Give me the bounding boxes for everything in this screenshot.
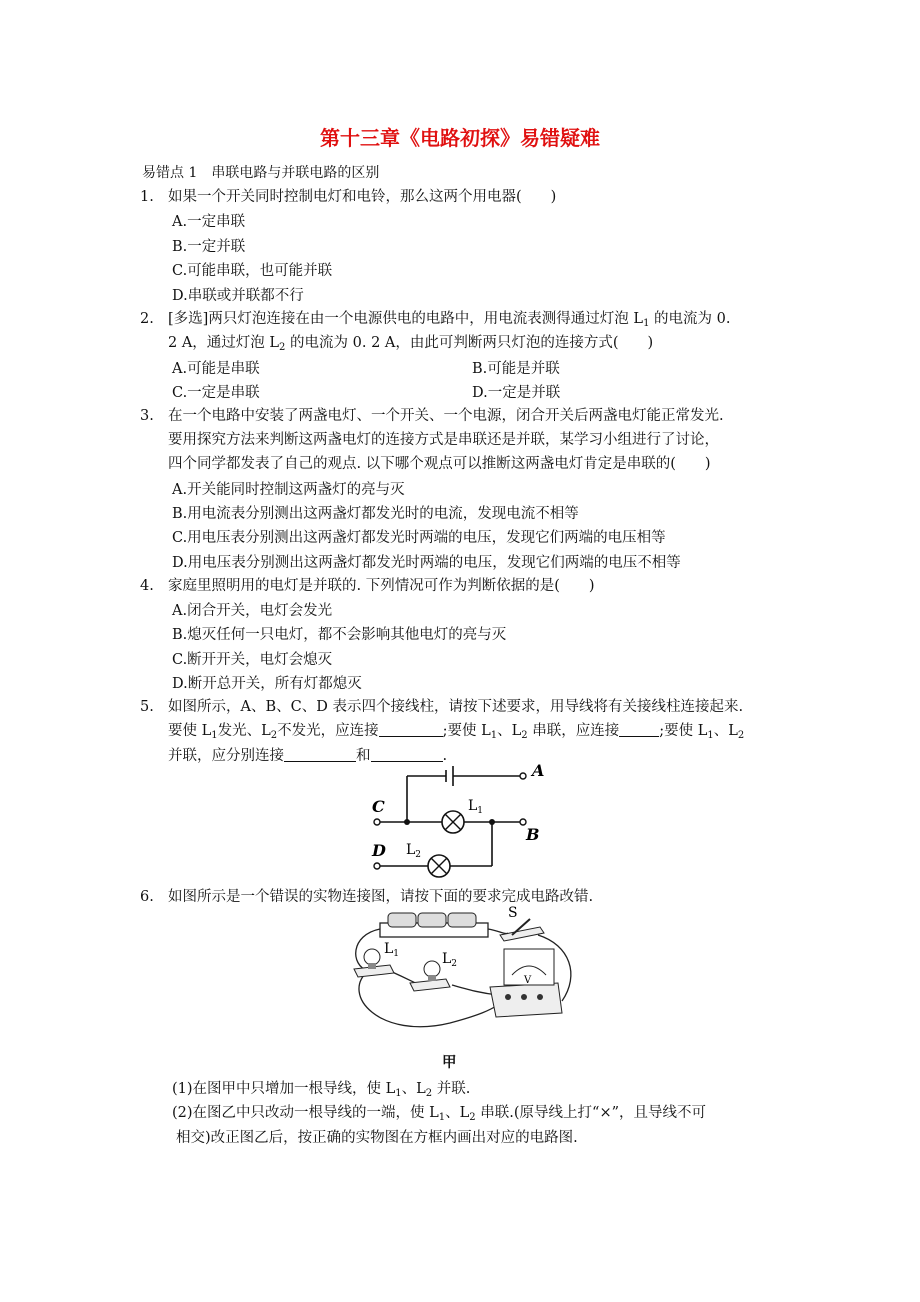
question-number: 5.	[140, 699, 154, 715]
option-b: B.熄灭任何一只电灯，都不会影响其他电灯的亮与灭	[172, 627, 507, 643]
label-b: B	[526, 825, 540, 844]
terminal-a	[520, 773, 526, 779]
terminal-d	[374, 863, 380, 869]
question-number: 1.	[140, 189, 154, 205]
option-c: C.可能串联，也可能并联	[172, 263, 333, 279]
option-a: A.闭合开关，电灯会发光	[172, 603, 333, 619]
switch-icon	[500, 919, 544, 941]
page-title: 第十三章《电路初探》易错疑难	[320, 126, 600, 150]
circuit-diagram	[360, 760, 560, 880]
option-a: A.一定串联	[172, 214, 246, 230]
option-b: B.一定并联	[172, 239, 246, 255]
question-stem-line-3: 并联，应分别连接 和 .	[168, 748, 448, 764]
option-a: A.开关能同时控制这两盏灯的亮与灭	[172, 482, 405, 498]
sub-question-2-line-1: (2)在图乙中只改动一根导线的一端，使 $L_1$、$L_2$ 串联.(原导线上打“×”，且导线不可	[172, 1105, 707, 1123]
sub-question-2-line-2: 相交)改正图乙后，按正确的实物图在方框内画出对应的电路图.	[176, 1130, 578, 1146]
option-c: C.断开开关，电灯会熄灭	[172, 652, 333, 668]
battery-holder-icon	[380, 913, 488, 937]
answer-blank[interactable]	[619, 722, 659, 737]
label-v: V	[524, 975, 532, 986]
label-c: C	[372, 797, 385, 816]
label-d: D	[372, 841, 386, 860]
option-d: D.断开总开关，所有灯都熄灭	[172, 676, 362, 692]
option-d: D.一定是并联	[472, 385, 561, 401]
junction-dot	[404, 819, 410, 825]
option-c: C.一定是串联	[172, 385, 260, 401]
question-stem: 如图所示是一个错误的实物连接图，请按下面的要求完成电路改错.	[168, 889, 594, 905]
question-stem: 家庭里照明用的电灯是并联的. 下列情况可作为判断依据的是( )	[168, 578, 595, 594]
question-number: 2.	[140, 311, 154, 327]
junction-dot	[489, 819, 495, 825]
question-stem-line-1: 如图所示，A、B、C、D 表示四个接线柱，请按下述要求，用导线将有关接线柱连接起来.	[168, 699, 744, 715]
answer-blank[interactable]	[379, 722, 443, 737]
question-stem-line-2: 要使 $L_1$发光、$L_2$不发光，应连接 ;要使 $L_1$、$L_2$ 串联，应连接 ;要使 $L_1$、$L_2$	[168, 723, 745, 741]
question-number: 3.	[140, 408, 154, 424]
figure-caption: 甲	[442, 1054, 457, 1071]
option-a: A.可能是串联	[172, 361, 260, 377]
section-heading: 易错点 1 串联电路与并联电路的区别	[142, 165, 380, 181]
option-d: D.串联或并联都不行	[172, 288, 304, 304]
label-l1: $L_1$	[384, 941, 400, 959]
option-b: B.可能是并联	[472, 361, 560, 377]
question-number: 4.	[140, 578, 154, 594]
terminal-c	[374, 819, 380, 825]
question-stem-line-3: 四个同学都发表了自己的观点. 以下哪个观点可以推断这两盏电灯肯定是串联的( )	[168, 456, 711, 472]
physical-circuit-figure	[340, 905, 590, 1040]
label-l2: $L_2$	[442, 951, 458, 969]
answer-blank[interactable]	[284, 747, 356, 762]
question-stem: 如果一个开关同时控制电灯和电铃，那么这两个用电器( )	[168, 189, 557, 205]
question-stem-line-2: 要用探究方法来判断这两盏电灯的连接方式是串联还是并联，某学习小组进行了讨论，	[168, 432, 719, 448]
option-b: B.用电流表分别测出这两盏灯都发光时的电流，发现电流不相等	[172, 506, 579, 522]
question-stem-line-1: 在一个电路中安装了两盏电灯、一个开关、一个电源，闭合开关后两盏电灯能正常发光.	[168, 408, 724, 424]
sub-question-1: (1)在图甲中只增加一根导线，使 $L_1$、$L_2$ 并联.	[172, 1081, 471, 1099]
question-number: 6.	[140, 889, 154, 905]
label-s: S	[508, 905, 518, 921]
label-l1: $L_1$	[468, 798, 484, 816]
question-stem-line-1: [多选]两只灯泡连接在由一个电源供电的电路中，用电流表测得通过灯泡 $L_1$ 的电流为 0.	[168, 311, 731, 329]
option-c: C.用电压表分别测出这两盏灯都发光时两端的电压，发现它们两端的电压相等	[172, 530, 666, 546]
label-a: A	[532, 761, 545, 780]
label-l2: $L_2$	[406, 842, 422, 860]
question-stem-line-2: 2 A，通过灯泡 $L_2$ 的电流为 0. 2 A，由此可判断两只灯泡的连接方式( )	[168, 335, 654, 353]
option-d: D.用电压表分别测出这两盏灯都发光时两端的电压，发现它们两端的电压不相等	[172, 555, 681, 571]
